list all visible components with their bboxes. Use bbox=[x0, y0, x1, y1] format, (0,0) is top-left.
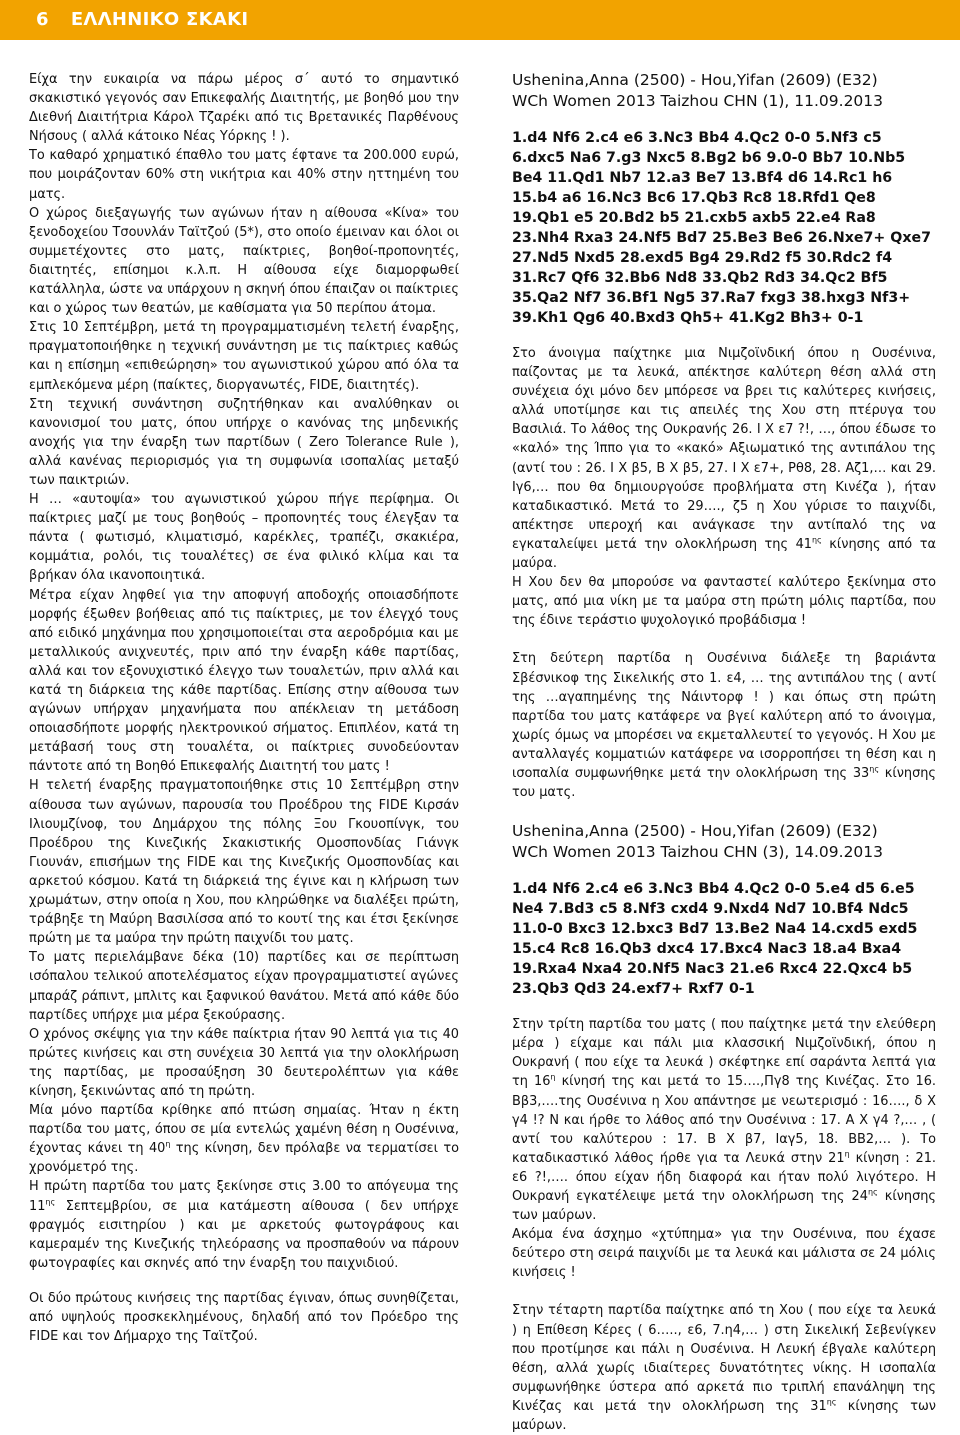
paragraph: Στη τεχνική συνάντηση συζητήθηκαν και αναλύθηκαν οι κανονισμοί του ματς, όπου υπήρχε ο κανόνας της μηδενικής ανοχής για την έναρξη των παρτίδων ( Zero Tolerance Rule ), αλλά κανένας περιορισμός για τη συμφωνία ισοπαλίας μεταξύ των παικτριών. bbox=[29, 396, 459, 488]
header-title-block bbox=[36, 9, 248, 30]
paragraph-text: κίνησης των μαύρων. bbox=[512, 1189, 936, 1224]
game-moves: 1.d4 Nf6 2.c4 e6 3.Nc3 Bb4 4.Qc2 0-0 5.e4 d5 6.e5 Ne4 7.Bd3 c5 8.Nf3 cxd4 9.Nxd4 Nd7 10.Bf4 Ndc5 11.0-0 Bxc3 12.bxc3 Bd7 13.Be2 Na4 14.cxd5 exd5 15.c4 Rc8 16.Qb3 dxc4 17.Bxc4 Nac3 18.a4 Bxa4 19.Rxa4 Nxa4 20.Nf5 Nac3 21.e6 Rxc4 22.Qxc4 b5 23.Qb3 Qd3 24.exf7+ Rxf7 0-1 bbox=[512, 881, 918, 998]
paragraph-text: Σεπτεμβρίου, σε μια κατάμεστη αίθουσα ( δεν υπήρχε φραγμός εισιτηρίου ) και με αρκετούς φωτογράφους και καμεραμέν της Κινεζικής τηλεόρασης να προσπαθούν να πάρουν φωτογραφίες και σκηνές από την έναρξη του παιχνιδιού. bbox=[29, 1198, 459, 1271]
game-header: Ushenina,Anna (2500) - Hou,Yifan (2609) (E32) bbox=[512, 71, 878, 89]
superscript: η bbox=[165, 1139, 171, 1149]
paragraph: Οι δύο πρώτους κινήσεις της παρτίδας έγιναν, όπως συνηθίζεται, από υψηλούς προσκεκλημένους, δηλαδή από τον Πρόεδρο της FIDE και τον Δήμαρχο της Ταϊτζού. bbox=[29, 1290, 459, 1345]
superscript: ης bbox=[45, 1197, 56, 1207]
superscript: η bbox=[550, 1073, 556, 1083]
paragraph bbox=[29, 1101, 459, 1177]
right-column bbox=[512, 70, 936, 1435]
paragraph: Μέτρα είχαν ληφθεί για την αποφυγή αποδοχής οποιασδήποτε μορφής έξωθεν βοήθειας από τις παίκτριες, με τον έλεγχό τους από ειδικό μηχάνημα που χρησιμοποιείται στα αεροδρόμια και με μεταλλικούς ανιχνευτές, πριν από την έναρξη κάθε παρτίδας, αλλά και τον εξονυχιστικό έλεγχο των τουαλετών, πριν αλλά και κατά τη διάρκεια της κάθε παρτίδας. Επίσης στην αίθουσα των αγώνων υπήρχαν μηχανήματα που απέκλειαν τη μετάδοση οποιασδήποτε μορφής ηλεκτρονικού σήματος. Επιπλέον, κατά τη μετάβασή τους στη τουαλέτα, οι παίκτριες συνοδεύονταν πάντοτε από τη Βοηθό Επικεφαλής Διαιτητή του ματς ! bbox=[29, 587, 459, 775]
magazine-title: ΕΛΛΗΝΙΚΟ ΣΚΑΚΙ bbox=[70, 9, 249, 30]
superscript: ης bbox=[869, 764, 880, 774]
paragraph: Ο χρόνος σκέψης για την κάθε παίκτρια ήταν 90 λεπτά για τις 40 πρώτες κινήσεις και στη συνέχεια 30 λεπτά για την ολοκλήρωση της παρτίδας, με προσαύξηση 30 δευτερολέπτων για κάθε κίνηση, ξεκινώντας από τη πρώτη. bbox=[29, 1026, 459, 1099]
paragraph: Είχα την ευκαιρία να πάρω μέρος σ΄ αυτό το σημαντικό σκακιστικό γεγονός σαν Επικεφαλής Διαιτητής, με βοηθό μου την Διεθνή Διαιτήτρια Κάρολ Τζαρέκι από τις Βρετανικές Παρθένους Νήσους ( αλλά κάτοικο Νέας Υόρκης ! ). bbox=[29, 72, 459, 145]
paragraph-text: κίνησης από τα μαύρα. bbox=[512, 536, 936, 572]
paragraph: Ακόμα ένα άσχημο «χτύπημα» για την Ουσένινα, που έχασε δεύτερο στη σειρά παιχνίδι με τα λευκά και μάλιστα σε 24 μόλις κινήσεις ! bbox=[512, 1227, 936, 1281]
paragraph: Στις 10 Σεπτέμβρη, μετά τη προγραμματισμένη τελετή έναρξης, πραγματοποιήθηκε η τεχνική συνάντηση με τις παίκτριες καθώς και η επίσημη «επιθεώρηση» του αγωνιστικού χώρου από όλα τα εμπλεκόμενα μέρη (παίκτες, διοργανωτές, FIDE, διαιτητές). bbox=[29, 320, 459, 393]
paragraph-text: Η πρώτη παρτίδα του ματς ξεκίνησε στις 3.00 το απόγευμα της 11 bbox=[29, 1179, 459, 1214]
paragraph: Το καθαρό χρηματικό έπαθλο του ματς έφτανε τα 200.000 ευρώ, που μοιράζονταν 60% στη νικήτρια και 40% στην ηττημένη του ματς. bbox=[29, 148, 459, 202]
paragraph bbox=[512, 1301, 936, 1435]
paragraph-text: Στην τέταρτη παρτίδα παίχτηκε από τη Χου ( που είχε τα λευκά ) η Επίθεση Κέρες ( 6….., ε6, 7.η4,… ) στη Σικελική Σεβενίγκεν που προτίμησε και πάλι η Ουσένινα. Η Λευκή έβγαλε καλύτερη θέση, αλλά χωρίς ιδιαίτερες δυνατότητες νίκης. Η ισοπαλία συμφωνήθηκε ύστερα από αρκετά πιο τριπλή επανάληψη της Κινέζας και μετά την ολοκλήρωση της 31 bbox=[512, 1303, 936, 1414]
superscript: ης bbox=[826, 1397, 837, 1407]
paragraph-text: Στην τρίτη παρτίδα του ματς ( που παίχτηκε μετά την ελεύθερη μέρα ) είχαμε και πάλι μια κλασσική Νιμζοϊνδική, όπου η Ουκρανή ( που είχε τα λευκά ) σκέφτηκε επί σαράντα λεπτά για τη 16 bbox=[512, 1017, 936, 1090]
paragraph: Ο χώρος διεξαγωγής των αγώνων ήταν η αίθουσα «Κίνα» του ξενοδοχείου Τσουνλάν Ταϊτζού (5*), στο οποίο έμειναν και όλοι οι συμμετέχοντες στο ματς, παίκτριες, βοηθοί-προπονητές, διαιτητές, επίσημοι κ.λ.π. Η αίθουσα είχε διαμορφωθεί κατάλληλα, ώστε να υπάρχουν η σκηνή όπου έπαιζαν οι παίκτριες και ο χώρος των θεατών, με καθίσματα για 50 περίπου άτομα. bbox=[29, 205, 459, 317]
page-header bbox=[0, 0, 960, 40]
paragraph bbox=[29, 1177, 459, 1272]
game-header: Ushenina,Anna (2500) - Hou,Yifan (2609) (E32) bbox=[512, 822, 878, 841]
paragraph bbox=[512, 1015, 936, 1225]
left-column bbox=[29, 70, 459, 1346]
paragraph: Η τελετή έναρξης πραγματοποιήθηκε στις 10 Σεπτέμβρη στην αίθουσα των αγώνων, παρουσία του Προέδρου της FIDE Κιρσάν Ιλιουμζίνοφ, του Δημάρχου της πόλης Ξου Γκουοπίνγκ, του Προέδρου της Κινεζικής Σκακιστικής Ομοσπονδίας Γιάνγκ Γιουνάν, επισήμων της FIDE και της Κινεζικής Ομοσπονδίας και αρκετού κόσμου. Κατά τη διάρκειά της έγινε και η κλήρωση των χρωμάτων, στην οποία η Χου, που κληρώθηκε να διαλέξει πρώτη, τράβηξε τη Μαύρη Βασιλίσσα από το κουτί της και έτσι ξεκίνησε πρώτη με τα μαύρα την πρώτη παιχνίδι του ματς. bbox=[29, 778, 459, 947]
paragraph-text: κίνησης του ματς. bbox=[512, 765, 936, 801]
paragraph-text: της κίνηση, δεν πρόλαβε να τερματίσει το χρονόμετρό της. bbox=[29, 1141, 459, 1176]
paragraph: Η Χου δεν θα μπορούσε να φανταστεί καλύτερο ξεκίνημα στο ματς, από μια νίκη με τα μαύρα στη πρώτη μόλις παρτίδα, που της έδινε τεράστιο ψυχολογικό προβάδισμα ! bbox=[512, 575, 936, 629]
paragraph-text: κίνησή της και μετά το 15….,Πγ8 της Κινέζας. Στο 16. Ββ3,….της Ουσένινα η Χου απάντησε με νεωτερισμό : 16…., δ Χ γ4 !? Ν και ήρθε το λάθος από την Ουσένινα : 17. Α Χ γ4 ?,… , ( αντί του καλύτερου : 17. Β Χ β7, Ιαγ5, 18. ΒΒ2,… ). Το καταδικαστικό λάθος ήρθε για τα Λευκά στην 21 bbox=[512, 1074, 936, 1166]
game-event: WCh Women 2013 Taizhou CHN (1), 11.09.2013 bbox=[512, 92, 884, 110]
paragraph-text: Μία μόνο παρτίδα κρίθηκε από πτώση σημαίας. Ήταν η έκτη παρτίδα του ματς, όπου σε μία εντελώς χαμένη θέση η Ουσένινα, έχοντας κάνει τη 40 bbox=[29, 1103, 459, 1157]
paragraph bbox=[512, 649, 936, 802]
paragraph bbox=[512, 344, 936, 573]
paragraph-text: Στη δεύτερη παρτίδα η Ουσένινα διάλεξε τη βαριάντα Σβέσνικοφ της Σικελικής στο 1. ε4, … της αντιπάλου της ( αντί της …αγαπημένης της Νάιντορφ ! ) και όπως στη πρώτη παρτίδα του ματς κατάφερε να βγεί καλύτερη από το άνοιγμα, χωρίς όμως να μπορέσει να εκμεταλλευτεί το γεγονός. Η Χου με ανταλλαγές κομματιών κατάφερε να ισορροπήσει τη θέση και η ισοπαλία συμφωνήθηκε μετά την ολοκλήρωση της 33 bbox=[512, 651, 936, 781]
paragraph-text: κίνησης των μαύρων. bbox=[512, 1398, 936, 1434]
paragraph-text: κίνηση : 21. ε6 ?!,…. όπου είχαν ήδη διαφορά και ήταν πολύ λιγότερο. Η Ουκρανή εγκατέλειψε μετά την ολοκλήρωση της 24 bbox=[512, 1150, 936, 1204]
paragraph-text: Στο άνοιγμα παίχτηκε μια Νιμζοϊνδική όπου η Ουσένινα, παίζοντας με τα λευκά, απέκτησε καλύτερη θέση αλλά στη συνέχεια όχι μόνο δεν μπόρεσε να βρει τις καλύτερες κινήσεις, αλλά υποτίμησε και τις απειλές της Χου στη πτέρυγα του Βασιλιά. Το λάθος της Ουκρανής 26. Ι Χ ε7 ?!, …, όπου έδωσε το «καλό» της Ίππο για το «κακό» Αξιωματικό της αντιπάλου της (αντί του : 26. Ι Χ β5, Β Χ β5, 27. Ι Χ ε7+, Ρθ8, 28. Αζ1,… και 29. Ιγ6,… που θα δημιουργούσε προβλήματα στη Κινέζα ), ήταν καταδικαστικό. Μετά το 29…., ζ5 η Χου γύρισε το παιχνίδι, απέκτησε υπεροχή και ανάγκασε την αντίπαλό της να εγκαταλείψει μετά την ολοκλήρωση της 41 bbox=[512, 346, 936, 552]
game-event: WCh Women 2013 Taizhou CHN (3), 14.09.2013 bbox=[512, 843, 884, 862]
game-moves: 1.d4 Nf6 2.c4 e6 3.Nc3 Bb4 4.Qc2 0-0 5.Nf3 c5 6.dxc5 Na6 7.g3 Nxc5 8.Bg2 b6 9.0-0 Bb7 10.Nb5 Be4 11.Qd1 Nb7 12.a3 Be7 13.Bf4 d6 14.Rc1 h6 15.b4 a6 16.Nc3 Bc6 17.Qb3 Rc8 18.Rfd1 Qe8 19.Qb1 e5 20.Bd2 b5 21.cxb5 axb5 22.e4 Ra8 23.Nh4 Rxa3 24.Nf5 Bd7 25.Be3 Be6 26.Nxe7+ Qxe7 27.Nd5 Nxd5 28.exd5 Bg4 29.Rd2 f5 30.Rdc2 f4 31.Rc7 Qf6 32.Bb6 Nd8 33.Qb2 Rd3 34.Qc2 Bf5 35.Qa2 Nf7 36.Bf1 Ng5 37.Ra7 fxg3 38.hxg3 Nf3+ 39.Kh1 Qg6 40.Bxd3 Qh5+ 41.Kg2 Bh3+ 0-1 bbox=[512, 130, 931, 326]
page-number: 6 bbox=[36, 9, 49, 30]
superscript: ης bbox=[811, 535, 822, 545]
superscript: ης bbox=[867, 1187, 878, 1197]
paragraph: Η … «αυτοψία» του αγωνιστικού χώρου πήγε περίφημα. Οι παίκτριες μαζί με τους βοηθούς – προπονητές τους έλεγξαν τα πάντα ( φωτισμό, κλιματισμό, καρέκλες, τραπέζι, σκακιέρα, κομμάτια, ρολόι, τις τουαλέτες) σε ένα φιλικό κλίμα και τα βρήκαν όλα ικανοποιητικά. bbox=[29, 492, 459, 584]
paragraph: Το ματς περιελάμβανε δέκα (10) παρτίδες και σε περίπτωση ισόπαλου τελικού αποτελέσματος είχαν προγραμματιστεί αγώνες μπαράζ ράπιντ, μπλιτς και ξαφνικού θανάτου. Μετά από κάθε δύο παρτίδες υπήρχε μια μέρα ξεκούρασης. bbox=[29, 950, 459, 1023]
superscript: η bbox=[844, 1149, 850, 1159]
